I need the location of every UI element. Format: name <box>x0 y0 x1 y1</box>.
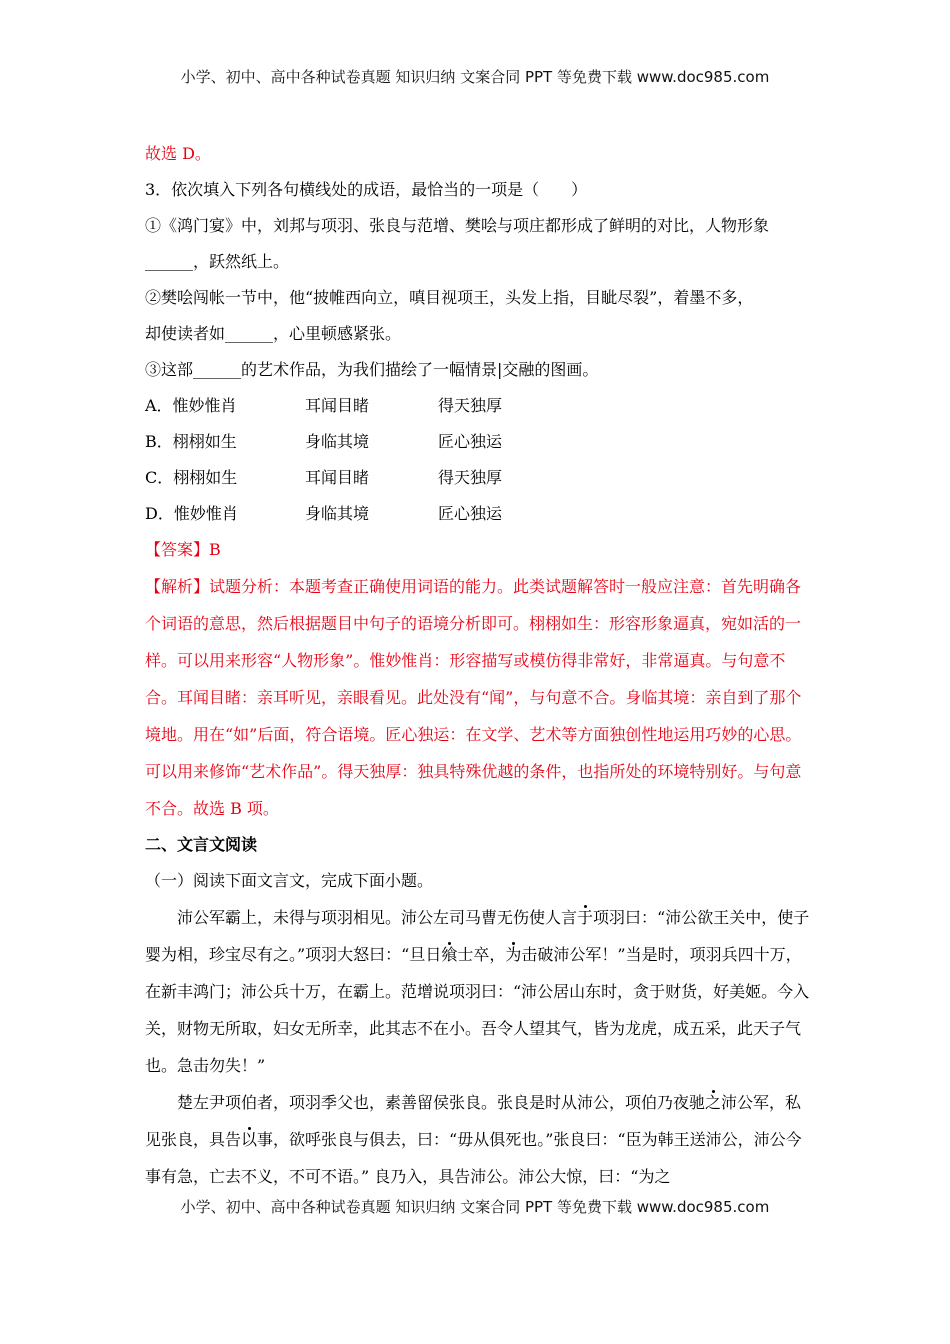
passage-text: 事，欲呼张良与俱去，曰：“毋从俱死也。”张良曰：“臣为韩王送沛公，沛公今事有急，亡去不义，不可不语。” 良乃入，具告沛公。沛公大惊，曰：“为之 <box>145 1130 802 1186</box>
sentence-3: ③这部______的艺术作品，为我们描绘了一幅情景|交融的图画。 <box>145 360 599 379</box>
sentence-1-part-2: ______，跃然纸上。 <box>145 252 290 271</box>
option-a-idiom-3: 得天独厚 <box>438 396 503 415</box>
analysis: 【解析】试题分析：本题考查正确使用词语的能力。此类试题解答时一般应注意：首先明确各个词语的意思，然后根据题目中句子的语境分析即可。栩栩如生：形容形象逼真，宛如活的一样。可以用来形容“人物形象”。惟妙惟肖：形容描写或模仿得非常好，非常逼真。与句意不合。耳闻目睹：亲耳听见，亲眼看见。此处没有“闻”，与句意不合。身临其境：亲自到了那个境地。用在“如”后面，符合语境。匠心独运：在文学、艺术等方面独创性地运用巧妙的心思。可以用来修饰“艺术作品”。得天独厚：独具特殊优越的条件，也指所处的环境特别好。与句意不合。故选 B 项。 <box>145 577 802 818</box>
passage-text: 沛公军，私见张良，具告 <box>145 1093 802 1149</box>
option-d-idiom-2: 身临其境 <box>305 504 370 523</box>
option-b-idiom-3: 匠心独运 <box>438 432 503 451</box>
emphasized-char: 飨 <box>441 945 458 964</box>
option-b-idiom-2: 身临其境 <box>305 432 370 451</box>
passage-text: 士卒， <box>457 945 506 964</box>
sentence-2-part-1: ②樊哙闯帐一节中，他“披帷西向立，嗔目视项王，头发上指，目眦尽裂”，着墨不多， <box>145 288 754 307</box>
previous-answer-conclusion: 故选 D。 <box>145 144 211 163</box>
option-d-idiom-1: D．惟妙惟肖 <box>145 504 238 523</box>
option-a-idiom-1: A．惟妙惟肖 <box>145 396 237 415</box>
option-d-idiom-3: 匠心独运 <box>438 504 503 523</box>
passage-text: 击破沛公军！”当是时，项羽兵四十万，在新丰鸿门；沛公兵十万，在霸上。范增说项羽曰：“沛公居山东时，贪于财货，好美姬。今入关，财物无所取，妇女无所幸，此其志不在小。吾令人望其气，皆为龙虎，成五采，此天子气也。急击勿失！” <box>145 945 810 1075</box>
passage-text: 沛公军霸上，未得与项羽相见。沛公左司马曹无伤使人言 <box>177 908 578 927</box>
option-c-idiom-1: C．栩栩如生 <box>145 468 238 487</box>
section-heading: 二、文言文阅读 <box>145 835 258 854</box>
page-header: 小学、初中、高中各种试卷真题 知识归纳 文案合同 PPT 等免费下载 www.doc985.com <box>180 68 770 86</box>
option-c-idiom-3: 得天独厚 <box>438 468 503 487</box>
main-content <box>145 136 810 1195</box>
option-a-idiom-2: 耳闻目睹 <box>305 396 370 415</box>
option-b <box>145 424 810 460</box>
section-instruction: （一）阅读下面文言文，完成下面小题。 <box>145 871 434 890</box>
option-a <box>145 388 810 424</box>
passage-text: 楚左尹项伯者，项羽季父也，素善留侯张良。张良是时从沛公，项伯乃夜驰 <box>177 1093 706 1112</box>
emphasized-char: 以 <box>241 1130 258 1149</box>
passage-paragraph-1 <box>145 899 810 1084</box>
option-c <box>145 460 810 496</box>
emphasized-char: 为 <box>505 945 522 964</box>
option-c-idiom-2: 耳闻目睹 <box>305 468 370 487</box>
sentence-1-part-1: ①《鸿门宴》中，刘邦与项羽、张良与范增、樊哙与项庄都形成了鲜明的对比，人物形象 <box>145 216 770 235</box>
page-footer: 小学、初中、高中各种试卷真题 知识归纳 文案合同 PPT 等免费下载 www.doc985.com <box>180 1198 770 1216</box>
emphasized-char: 于 <box>577 908 594 927</box>
emphasized-char: 之 <box>705 1093 722 1112</box>
question-stem: 3．依次填入下列各句横线处的成语，最恰当的一项是（ ） <box>145 180 588 199</box>
passage-text: 项羽曰：“沛公欲王关中，使子婴为相，珍宝尽有之。”项羽大怒曰：“旦日 <box>145 908 810 964</box>
sentence-2-part-2: 却使读者如______，心里顿感紧张。 <box>145 324 402 343</box>
answer: 【答案】B <box>145 540 221 559</box>
option-b-idiom-1: B．栩栩如生 <box>145 432 237 451</box>
passage-paragraph-2 <box>145 1084 810 1195</box>
option-d <box>145 496 810 532</box>
question-3 <box>145 172 810 827</box>
